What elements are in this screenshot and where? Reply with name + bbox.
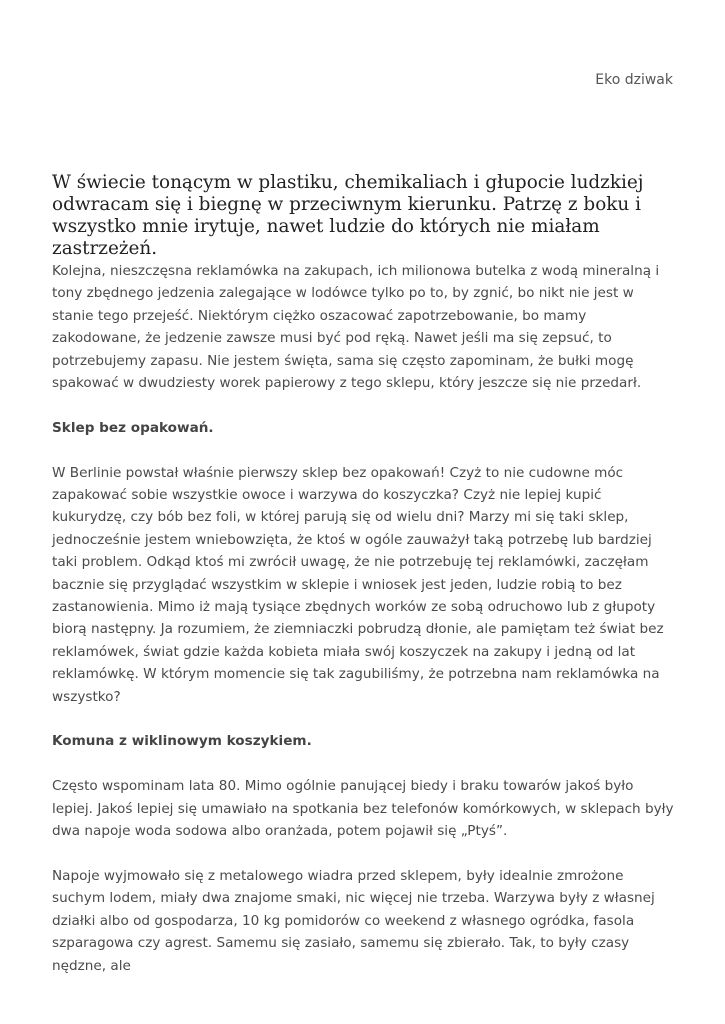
section-heading: Komuna z wiklinowym koszykiem. <box>52 733 312 750</box>
section-paragraph: W Berlinie powstał właśnie pierwszy sklep bez opakowań! Czyż to nie cudowne móc zapakować sobie wszystkie owoce i warzywa do koszyczka? Czyż nie lepiej kupić kukurydzę, czy bób bez foli, w której parują się od wielu dni? Marzy mi się taki sklep, jednocześnie jestem wniebowzięta, że ktoś w ogóle zauważył taką potrzebę lub bardziej taki problem. Odkąd ktoś mi zwrócił uwagę, że nie potrzebuję tej reklamówki, zaczęłam bacznie się przyglądać wszystkim w sklepie i wniosek jest jeden, ludzie robią to bez zastanowienia. Mimo iż mają tysiące zbędnych worków ze sobą odruchowo lub z głupoty biorą następny. Ja rozumiem, że ziemniaczki pobrudzą dłonie, ale pamiętam też świat bez reklamówek, świat gdzie każda kobieta miała swój koszyczek na zakupy i jedną od lat reklamówkę. W którym momencie się tak zagubiliśmy, że potrzebna nam reklamówka na wszystko? <box>52 464 664 705</box>
section-paragraph: Często wspominam lata 80. Mimo ogólnie panującej biedy i braku towarów jakoś było lepiej. Jakoś lepiej się umawiało na spotkania bez telefonów komórkowych, w sklepach były dwa napoje woda sodowa albo oranżada, potem pojawił się „Ptyś”. <box>52 778 674 840</box>
section-heading: Sklep bez opakowań. <box>52 419 214 436</box>
header-tag: Eko dziwak <box>595 72 673 88</box>
section-paragraph: Napoje wyjmowało się z metalowego wiadra przed sklepem, były idealnie zmrożone suchym lodem, miały dwa znajome smaki, nic więcej nie trzeba. Warzywa były z własnej działki albo od gospodarza, 10 kg pomidorów co weekend z własnego ogródka, fasola szparagowa czy agrest. Samemu się zasiało, samemu się zbierało. Tak, to były czasy nędzne, ale <box>52 867 655 974</box>
article-title: W świecie tonącym w plastiku, chemikaliach i głupocie ludzkiej odwracam się i biegnę w przeciwnym kierunku. Patrzę z boku i wszystko mnie irytuje, nawet ludzie do których nie miałam zastrzeżeń. <box>52 172 644 259</box>
article-body <box>52 260 677 999</box>
intro-paragraph: Kolejna, nieszczęsna reklamówka na zakupach, ich milionowa butelka z wodą mineralną i tony zbędnego jedzenia zalegające w lodówce tylko po to, by zgnić, bo nikt nie jest w stanie tego przejeść. Niektórym ciężko oszacować zapotrzebowanie, bo mamy zakodowane, że jedzenie zawsze musi być pod ręką. Nawet jeśli ma się zepsuć, to potrzebujemy zapasu. Nie jestem święta, sama się często zapominam, że bułki mogę spakować w dwudziesty worek papierowy z tego sklepu, który jeszcze się nie przedarł. <box>52 263 660 392</box>
